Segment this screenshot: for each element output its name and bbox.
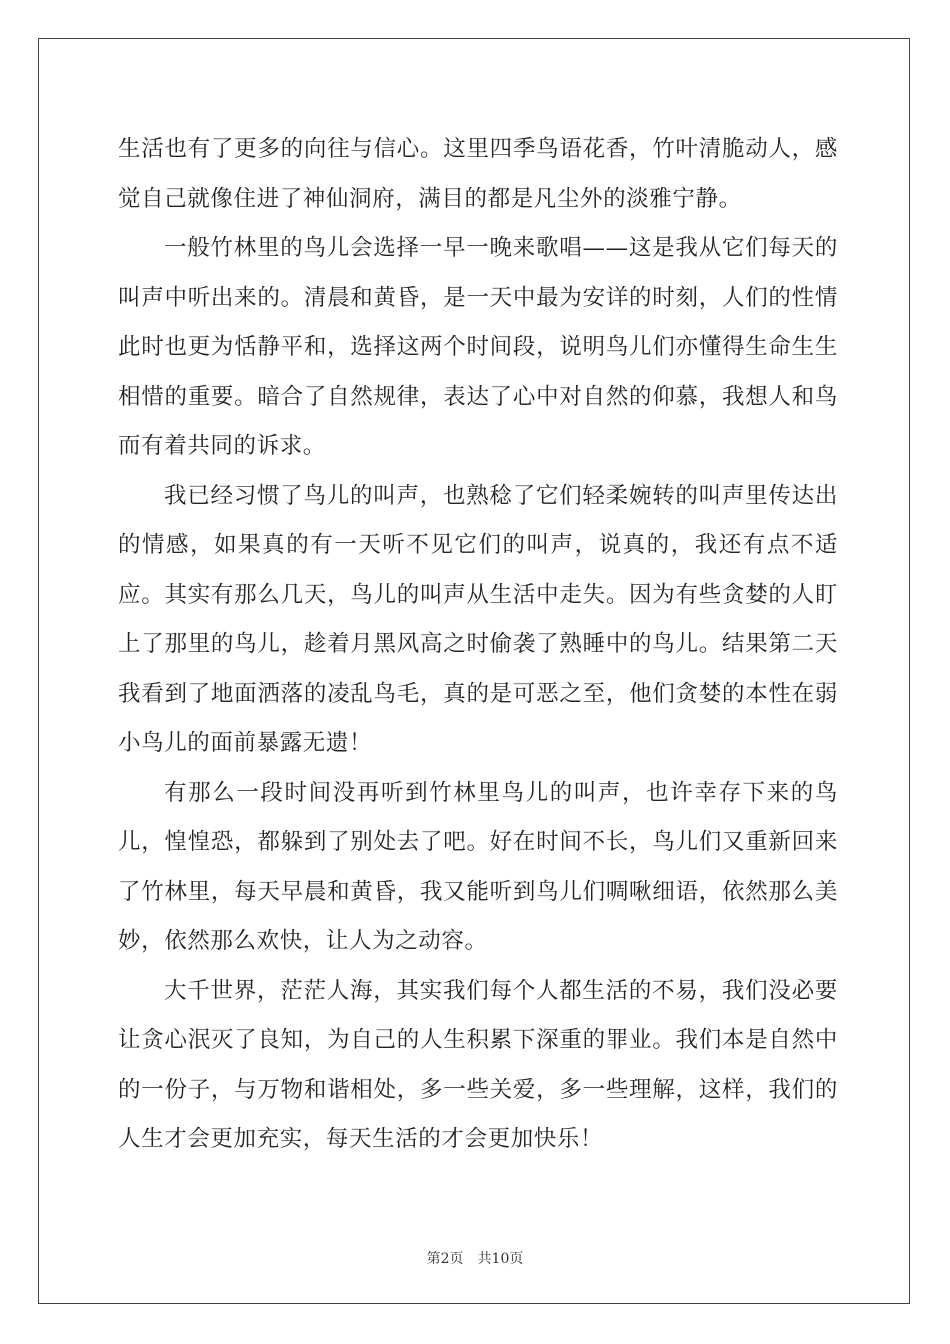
page-number: 第2页 [426,1251,464,1267]
paragraph: 我已经习惯了鸟儿的叫声，也熟稔了它们轻柔婉转的叫声里传达出的情感，如果真的有一天听不见它们的叫声，说真的，我还有点不适应。其实有那么几天，鸟儿的叫声从生活中走失。因为有些贪婪的人盯上了那里的鸟儿，趁着月黑风高之时偷袭了熟睡中的鸟儿。结果第二天我看到了地面洒落的凌乱鸟毛，真的是可恶之至，他们贪婪的本性在弱小鸟儿的面前暴露无遗！ [118,482,838,756]
paragraph: 有那么一段时间没再听到竹林里鸟儿的叫声，也许幸存下来的鸟儿，惶惶恐，都躲到了别处去了吧。好在时间不长，鸟儿们又重新回来了竹林里，每天早晨和黄昏，我又能听到鸟儿们啁啾细语，依然那么美妙，依然那么欢快，让人为之动容。 [118,779,838,954]
paragraph-continued: 生活也有了更多的向往与信心。这里四季鸟语花香，竹叶清脆动人，感觉自己就像住进了神仙洞府，满目的都是凡尘外的淡雅宁静。 [118,136,838,212]
page-footer [0,1248,950,1268]
page-total: 共10页 [477,1251,524,1267]
paragraph: 一般竹林里的鸟儿会选择一早一晚来歌唱——这是我从它们每天的叫声中听出来的。清晨和黄昏，是一天中最为安详的时刻，人们的性情此时也更为恬静平和，选择这两个时间段，说明鸟儿们亦懂得生命生生相惜的重要。暗合了自然规律，表达了心中对自然的仰慕，我想人和鸟而有着共同的诉求。 [118,235,838,459]
paragraph: 大千世界，茫茫人海，其实我们每个人都生活的不易，我们没必要让贪心泯灭了良知，为自己的人生积累下深重的罪业。我们本是自然中的一份子，与万物和谐相处，多一些关爱，多一些理解，这样，我们的人生才会更加充实，每天生活的才会更加快乐！ [118,977,838,1152]
document-body [118,125,838,1165]
